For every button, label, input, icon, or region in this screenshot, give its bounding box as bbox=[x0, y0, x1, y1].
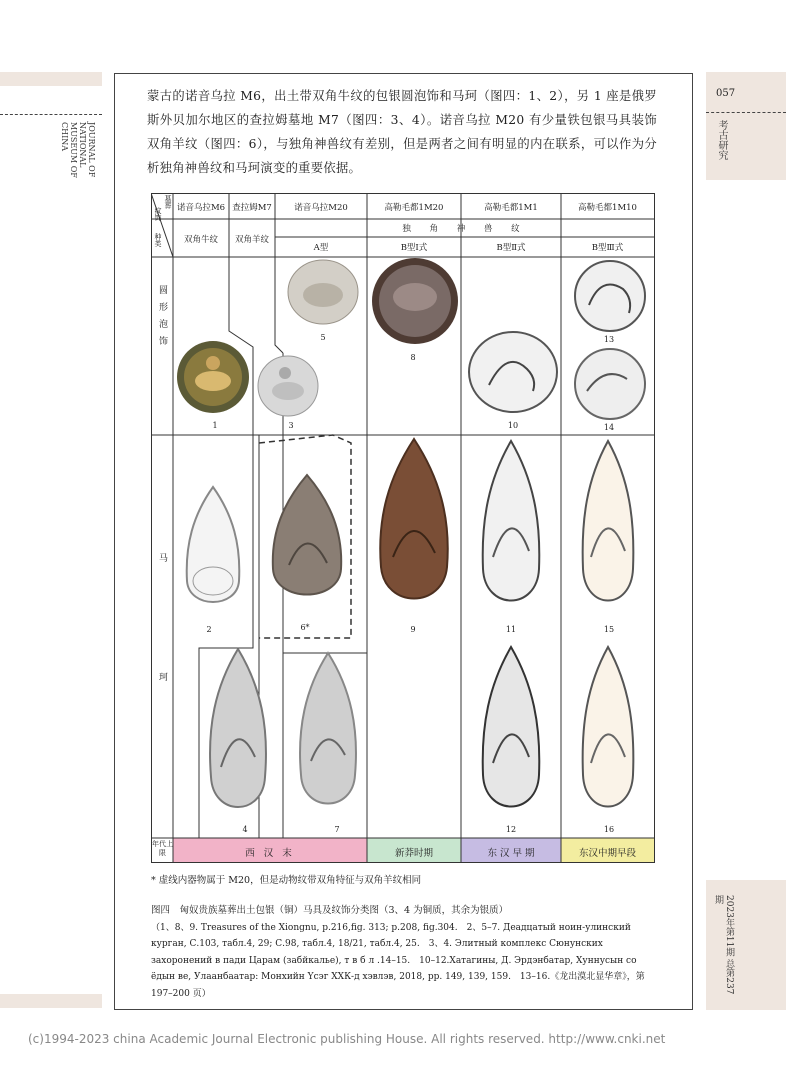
item-number-10: 10 bbox=[507, 421, 519, 430]
artifact-2-horse-plaque bbox=[181, 485, 245, 623]
col-header-6: 高勒毛都1M10 bbox=[578, 203, 637, 213]
artifact-5-roundel bbox=[287, 259, 359, 325]
artifact-4-horse-plaque bbox=[203, 647, 273, 829]
journal-side-text: JOURNAL OF NATIONAL MUSEUM OF CHINA bbox=[60, 122, 96, 178]
period-1: 西 汉 末 bbox=[245, 848, 295, 859]
artifact-1-ox-roundel bbox=[175, 339, 251, 419]
item-number-13: 13 bbox=[603, 335, 615, 344]
item-number-11: 11 bbox=[505, 625, 517, 634]
row-label-horse: 马珂 bbox=[157, 553, 167, 791]
col-header-2: 查拉姆M7 bbox=[232, 203, 272, 213]
motif-sheep: 双角羊纹 bbox=[234, 235, 269, 245]
col-header-3: 诺音乌拉M20 bbox=[294, 203, 348, 213]
item-number-9: 9 bbox=[410, 625, 416, 634]
row-label-period: 年代上限 bbox=[152, 840, 173, 857]
item-number-14: 14 bbox=[603, 423, 615, 432]
col-header-1: 诺音乌拉M6 bbox=[176, 203, 226, 213]
type-b1: B型Ⅰ式 bbox=[400, 243, 428, 253]
page-number: 057 bbox=[716, 88, 736, 99]
item-number-5: 5 bbox=[320, 333, 326, 342]
body-text bbox=[147, 84, 657, 180]
item-number-7: 7 bbox=[334, 825, 340, 834]
artifact-7-horse-plaque bbox=[293, 651, 363, 823]
row-label-round: 圆形泡饰 bbox=[157, 285, 167, 353]
type-b3: B型Ⅲ式 bbox=[591, 243, 624, 253]
figure-caption bbox=[151, 903, 657, 1002]
item-number-16: 16 bbox=[603, 825, 615, 834]
artifact-12-horse-plaque bbox=[477, 645, 545, 827]
caption-title: 图四 匈奴贵族墓葬出土包银（铜）马具及纹饰分类图（3、4 为铜质，其余为银质） bbox=[151, 905, 509, 916]
figure-note: * 虚线内器物属于 M20，但是动物纹带双角特征与双角羊纹相同 bbox=[151, 875, 422, 886]
type-b2: B型Ⅱ式 bbox=[496, 243, 526, 253]
item-number-3: 3 bbox=[288, 421, 294, 430]
corner-label-bottom: 种类 bbox=[154, 233, 162, 247]
issue-label: 2023年第11期 总第237期 bbox=[713, 895, 734, 995]
period-2: 新莽时期 bbox=[394, 848, 433, 859]
artifact-10-roundel bbox=[467, 329, 559, 415]
col-header-4: 高勒毛都1M20 bbox=[384, 203, 444, 213]
artifact-9-horse-plaque bbox=[373, 437, 455, 617]
left-dash-line bbox=[0, 114, 102, 115]
artifact-13-roundel bbox=[571, 259, 649, 333]
caption-sources: （1、8、9. Treasures of the Xiongnu, p.216,fig. 313; p.208, fig.304. 2、5–7. Деадцатый ноин-улинский курган, С.103, табл.4, 29; С.98, табл.4, 18/21, табл.4, 25. 3、4. Элитный комплекс Сюнунских захоронений в пади Царам (забйкалье), т в б л .14–15. 10–12.Хатагины, Д. Эрдэнбатар, Хуннусын со ёдын ве, Улаанбаатар: Монхийн Үсэг ХХК-д хэвлэв, 2018, pp. 149, 139, 159. 13–16.《龙出漠北显华章》，第 197–200 页） bbox=[151, 922, 645, 999]
item-number-15: 15 bbox=[603, 625, 615, 634]
left-tan-band-bottom bbox=[0, 994, 102, 1008]
artifact-14-roundel bbox=[571, 347, 649, 421]
item-number-6: 6* bbox=[300, 623, 310, 632]
artifact-16-horse-plaque bbox=[577, 645, 639, 827]
figure-table bbox=[151, 193, 655, 863]
item-number-8: 8 bbox=[410, 353, 416, 362]
type-a: A型 bbox=[313, 243, 329, 253]
right-dash-line bbox=[706, 112, 786, 113]
item-number-1: 1 bbox=[212, 421, 218, 430]
artifact-11-horse-plaque bbox=[477, 439, 545, 621]
section-label: 考古研究 bbox=[716, 120, 727, 160]
artifact-3-sheep-roundel bbox=[255, 353, 321, 419]
artifact-15-horse-plaque bbox=[577, 439, 639, 621]
body-paragraph: 蒙古的诺音乌拉 M6，出土带双角牛纹的包银圆泡饰和马珂（图四：1、2），另 1 座是俄罗斯外贝加尔地区的查拉姆墓地 M7（图四：3、4）。诺音乌拉 M20 有少量铁包银马具装饰双角羊纹（图四：6），与独角神兽纹有差别，但是两者之间有明显的内在联系，可以作为分析独角神兽纹和马珂演变的重要依据。 bbox=[147, 89, 657, 175]
right-white-gap bbox=[706, 180, 786, 880]
artifact-8-roundel bbox=[371, 257, 459, 347]
period-4: 东汉中期早段 bbox=[578, 848, 636, 859]
artifact-6-horse-plaque bbox=[265, 473, 349, 611]
item-number-4: 4 bbox=[242, 825, 248, 834]
item-number-12: 12 bbox=[505, 825, 517, 834]
corner-label-mid: 纹饰 bbox=[154, 207, 162, 221]
col-header-5: 高勒毛都1M1 bbox=[484, 203, 538, 213]
copyright-footer: (c)1994-2023 china Academic Journal Electronic publishing House. All rights reserved. http://www.cnki.net bbox=[28, 1032, 666, 1046]
period-3: 东 汉 早 期 bbox=[487, 848, 535, 859]
left-tan-band-top bbox=[0, 72, 102, 86]
corner-label-top: 墓葬 bbox=[164, 195, 172, 209]
motif-ox: 双角牛纹 bbox=[183, 235, 218, 245]
item-number-2: 2 bbox=[206, 625, 212, 634]
motif-unicorn: 独 角 神 兽 纹 bbox=[402, 224, 528, 234]
